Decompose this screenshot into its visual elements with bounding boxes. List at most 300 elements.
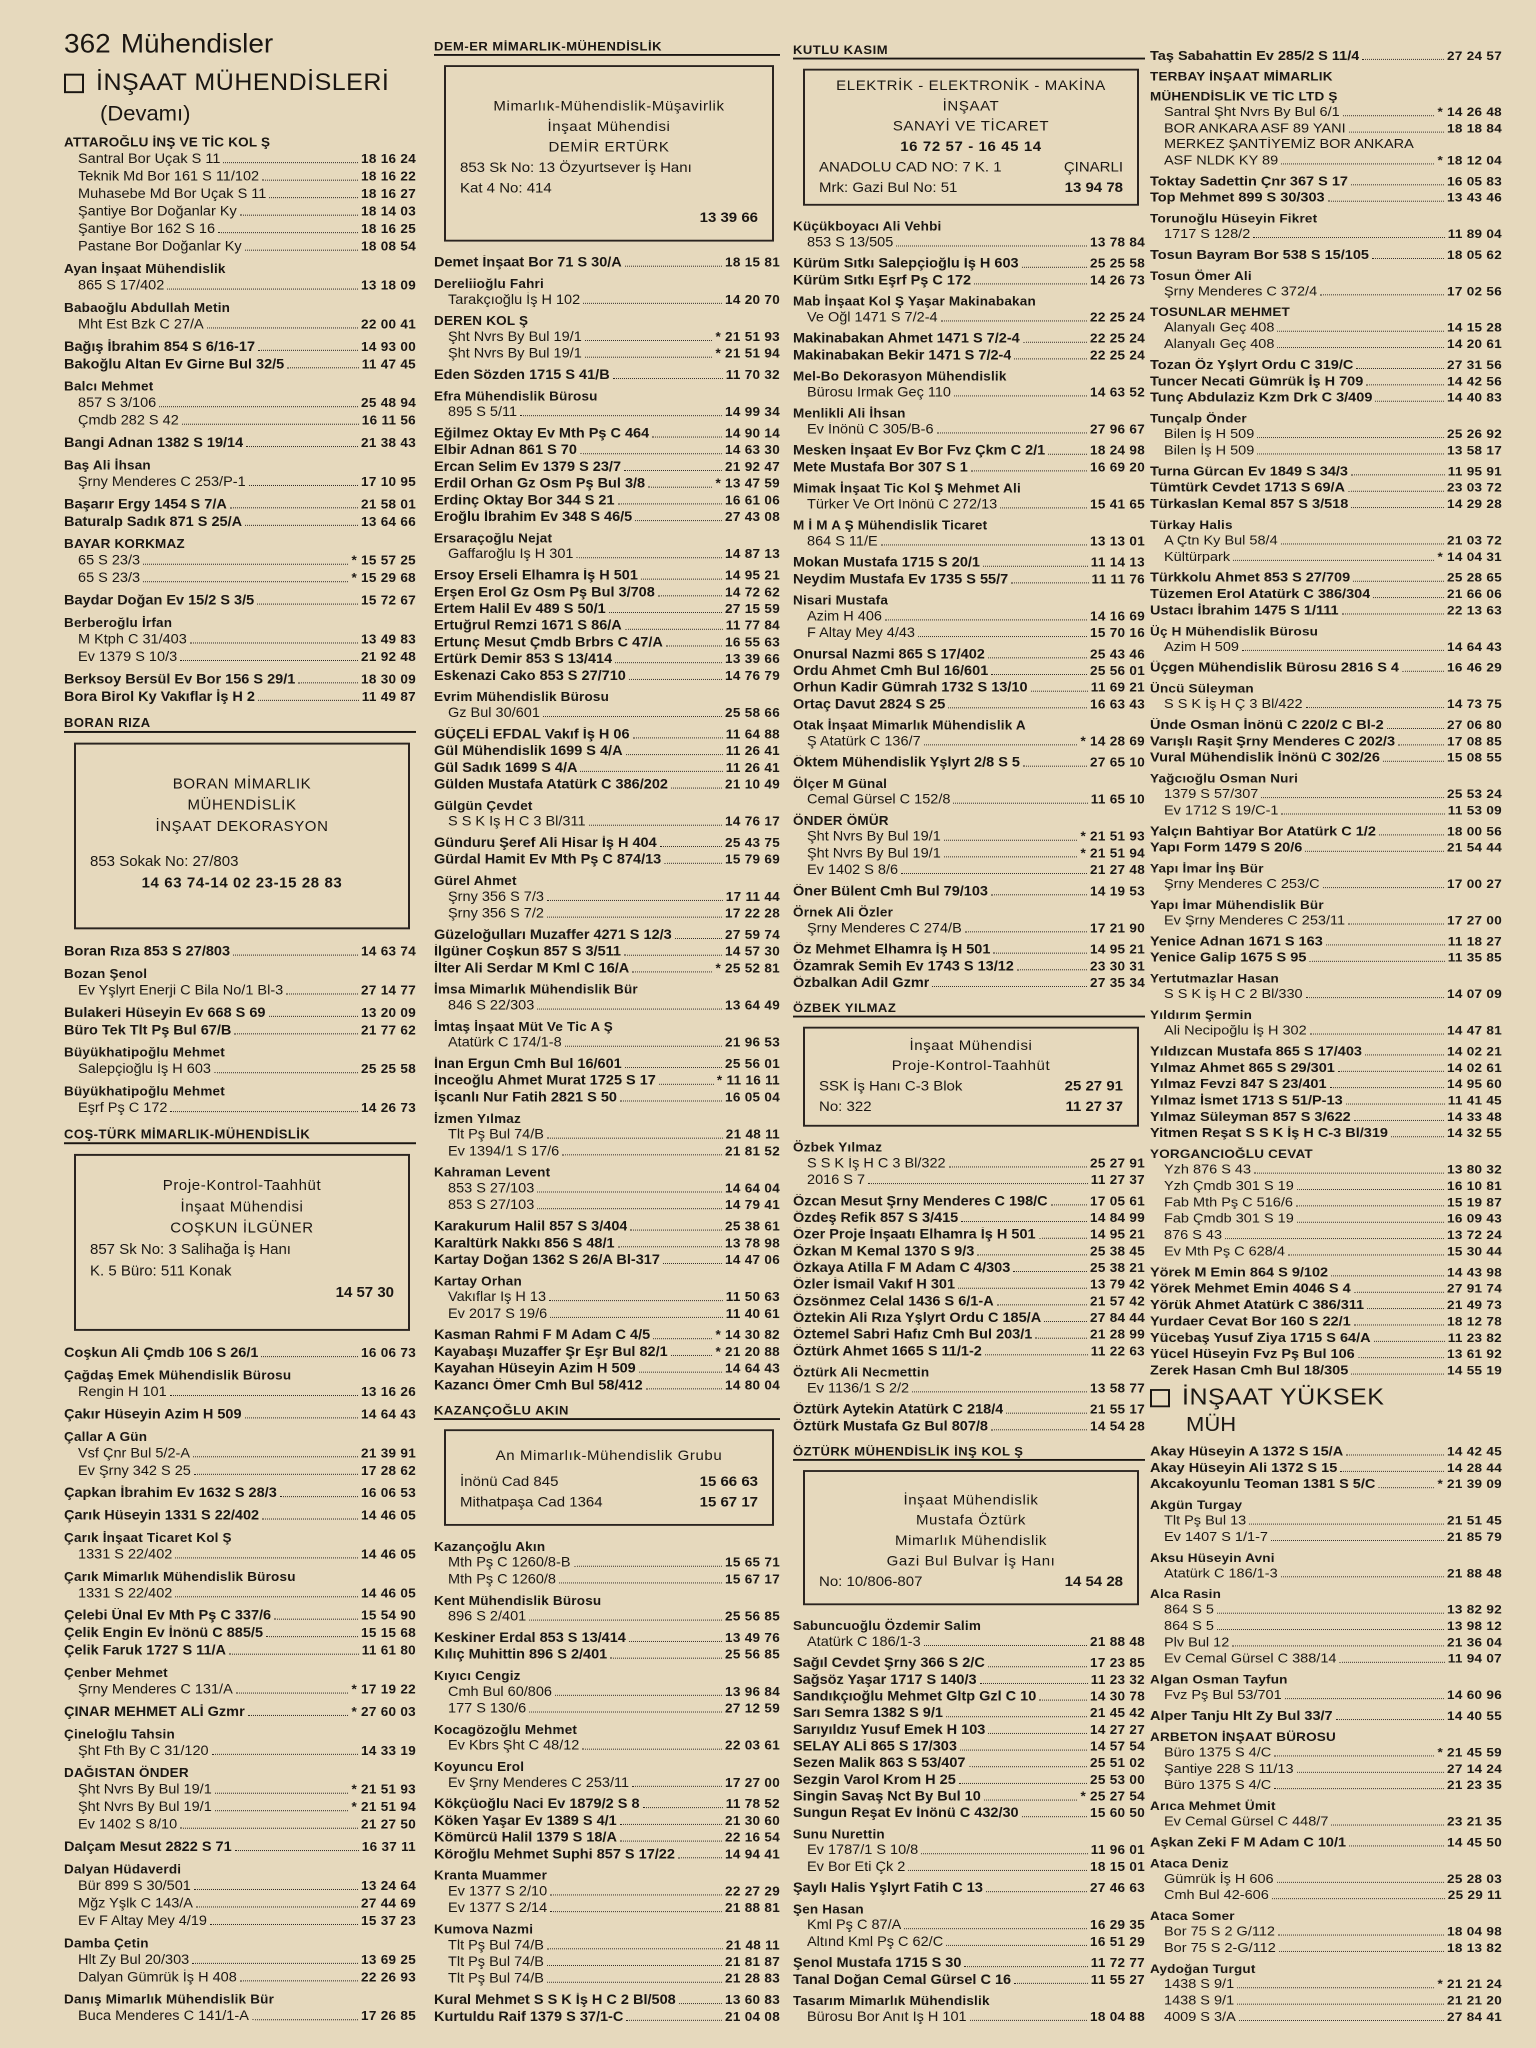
dot-leader <box>918 636 1087 637</box>
listing-row <box>793 680 1145 697</box>
listing-address: Gülden Mustafa Atatürk C 386/202 <box>434 777 668 793</box>
listing-address: 1331 S 22/402 <box>78 1546 173 1563</box>
dot-leader <box>997 1304 1087 1305</box>
listing-address: Fvz Pş Bul 53/701 <box>1164 1688 1282 1703</box>
ad-line: DEMİR ERTÜRK <box>548 139 670 156</box>
listing-address: Makinabakan Bekir 1471 S 7/2-4 <box>793 348 1012 364</box>
listing-address: Çarık Hüseyin 1331 S 22/402 <box>64 1507 260 1524</box>
ad-line: İnşaat Mühendisi <box>180 1198 304 1216</box>
dot-leader <box>986 1891 1087 1892</box>
listing-row <box>434 442 780 459</box>
listing-phone: 15 30 44 <box>1447 1244 1502 1259</box>
listing-phone: 14 42 56 <box>1447 374 1502 389</box>
listing-phone: 11 23 82 <box>1447 1330 1502 1345</box>
ad-line: COŞKUN İLGÜNER <box>170 1220 314 1237</box>
listing-row <box>1150 1093 1502 1109</box>
dot-leader <box>1023 766 1087 767</box>
dot-leader <box>984 1800 1078 1801</box>
listing-phone: 16 09 43 <box>1447 1211 1502 1226</box>
listing-row <box>793 1277 1145 1294</box>
dot-leader <box>1356 368 1444 369</box>
listing-phone: 13 78 98 <box>725 1236 780 1251</box>
dot-leader <box>1044 1321 1087 1322</box>
dot-leader <box>218 232 358 233</box>
listing-phone: 14 79 41 <box>725 1198 780 1212</box>
dot-leader <box>286 993 358 994</box>
listing-row <box>1150 247 1502 263</box>
listing-row <box>1150 934 1502 950</box>
entry-list <box>793 1618 1145 2025</box>
directory-entry <box>1150 1672 1502 1704</box>
listing-phone: 14 99 34 <box>725 405 780 419</box>
listing-row <box>793 1689 1145 1706</box>
listing-address: Kartay Doğan 1362 S 26/A Bl-317 <box>434 1252 660 1268</box>
listing-phone: 16 69 20 <box>1090 460 1145 475</box>
listing-phone: 16 11 56 <box>361 413 416 428</box>
listing-address: Dalçam Mesut 2822 S 71 <box>64 1839 232 1855</box>
dot-leader <box>1281 1576 1444 1577</box>
listing-row <box>1150 840 1502 856</box>
dot-leader <box>562 1154 722 1155</box>
dot-leader <box>261 1356 358 1357</box>
dot-leader <box>1398 744 1444 745</box>
listing-phone: 21 55 17 <box>1090 1402 1145 1417</box>
listing-address: Ev 1787/1 S 10/8 <box>807 1843 919 1858</box>
listing-row <box>1150 153 1502 169</box>
dot-leader <box>245 250 358 251</box>
listing-address: Ev Şrny 342 S 25 <box>78 1463 191 1479</box>
ad-heading: BORAN RIZA <box>64 715 416 733</box>
listing-row <box>1150 1023 1502 1039</box>
listing-phone: 17 27 00 <box>1447 913 1502 928</box>
listing-address: Mokan Mustafa 1715 S 20/1 <box>793 555 980 571</box>
listing-row <box>434 1813 780 1830</box>
listing-row <box>434 1089 780 1106</box>
dot-leader <box>1288 1255 1444 1256</box>
listing-phone: 16 06 53 <box>361 1485 416 1501</box>
directory-entry <box>1150 517 1502 565</box>
listing-phone: 13 64 49 <box>725 998 780 1013</box>
listing-address: Öztürk Mustafa Gz Bul 807/8 <box>793 1419 988 1434</box>
checkbox-square-icon <box>1150 1389 1170 1407</box>
dot-leader <box>1237 1987 1434 1988</box>
ad-line: İNŞAAT DEKORASYON <box>155 818 329 836</box>
entry-name: Yapı İmar Mühendislik Bür <box>1150 898 1324 912</box>
directory-entry <box>1150 681 1502 713</box>
dot-leader <box>585 357 713 358</box>
entry-name: Akgün Turgay <box>1150 1498 1243 1512</box>
dot-leader <box>1232 1645 1444 1646</box>
listing-row <box>793 1755 1145 1772</box>
listing-phone: 22 03 61 <box>725 1738 780 1753</box>
listing-address: Ev Cemal Gürsel C 388/14 <box>1164 1651 1337 1667</box>
dot-leader <box>953 803 1087 804</box>
dot-leader <box>671 788 722 789</box>
listing-row <box>64 2008 416 2026</box>
listing-phone: 22 25 24 <box>1090 331 1145 346</box>
listing-phone: 11 49 87 <box>361 689 416 704</box>
listing-row <box>1150 750 1502 766</box>
listing-address: Çakır Hüseyin Azim H 509 <box>64 1406 242 1423</box>
dot-leader <box>547 1965 722 1966</box>
listing-address: Elbir Adnan 861 S 70 <box>434 443 577 458</box>
listing-address: Tosun Bayram Bor 538 S 15/105 <box>1150 248 1369 263</box>
listing-address: Cmh Bul 60/806 <box>448 1684 552 1700</box>
dot-leader <box>167 289 358 290</box>
listing-address: Kökçüoğlu Naci Ev 1879/2 S 8 <box>434 1796 640 1812</box>
listing-row <box>793 1772 1145 1789</box>
listing-phone: * 27 60 03 <box>351 1704 416 1719</box>
listing-address: Kurtuldu Raif 1379 S 37/1-C <box>434 2009 624 2025</box>
dot-leader <box>1348 924 1444 925</box>
dot-leader <box>262 180 358 181</box>
dot-leader <box>1366 384 1444 385</box>
ad-address: 853 Sokak No: 27/803 <box>90 853 239 871</box>
dot-leader <box>537 1009 722 1010</box>
listing-row <box>64 1546 416 1564</box>
listing-phone: 14 33 19 <box>361 1743 416 1758</box>
directory-entry <box>64 457 416 491</box>
listing-row <box>434 1306 780 1323</box>
listing-address: Ertuğrul Remzi 1671 S 86/A <box>434 618 622 634</box>
dot-leader <box>1277 347 1444 348</box>
directory-entry <box>64 260 416 294</box>
listing-address: Çapkan İbrahim Ev 1632 S 28/3 <box>64 1485 277 1502</box>
dot-leader <box>1013 1271 1087 1272</box>
listing-phone: 11 26 41 <box>725 760 780 775</box>
listing-row <box>1150 1777 1502 1793</box>
directory-entry <box>64 1428 416 1480</box>
directory-entry <box>1150 247 1502 263</box>
listing-row <box>1150 496 1502 512</box>
listing-row <box>64 356 416 374</box>
entry-name: Dereliioğlu Fahri <box>434 276 544 291</box>
directory-entry <box>1150 1444 1502 1493</box>
listing-address: Sarı Semra 1382 S 9/1 <box>793 1706 943 1721</box>
listing-address: Başarır Ergy 1454 S 7/A <box>64 496 227 513</box>
listing-phone: 18 14 03 <box>361 203 416 219</box>
listing-row <box>64 1799 416 1817</box>
listing-row <box>793 1227 1145 1244</box>
entry-list <box>64 943 416 1117</box>
listing-row <box>793 696 1145 713</box>
listing-phone: 25 28 03 <box>1447 1871 1502 1886</box>
directory-entry <box>793 942 1145 992</box>
listing-address: Altınd Kml Pş C 62/C <box>807 1934 944 1950</box>
listing-address: Erşen Erol Gz Osm Pş Bul 3/708 <box>434 585 655 601</box>
listing-address: Kılıç Muhittin 896 S 2/401 <box>434 1647 608 1663</box>
dot-leader <box>639 1372 722 1373</box>
dot-leader <box>252 2019 358 2020</box>
listing-row <box>434 509 780 526</box>
listing-row <box>434 1035 780 1052</box>
listing-phone: 18 15 01 <box>1090 1859 1145 1874</box>
directory-entry <box>434 568 780 685</box>
listing-address: SELAY ALİ 865 S 17/303 <box>793 1739 957 1755</box>
dot-leader <box>646 1388 722 1389</box>
listing-row <box>64 238 416 256</box>
listing-address: Fab Çmdb 301 S 19 <box>1164 1211 1294 1227</box>
listing-address: Bağış İbrahim 854 S 6/16-17 <box>64 339 256 355</box>
listing-address: Şrny Menderes C 372/4 <box>1164 284 1318 299</box>
listing-row <box>1150 570 1502 586</box>
dot-leader <box>1031 691 1088 692</box>
listing-row <box>1150 1195 1502 1211</box>
dot-leader <box>991 894 1087 895</box>
listing-address: Şantiye Bor Doğanlar Ky <box>78 203 237 220</box>
listing-row <box>793 1880 1145 1897</box>
listing-row <box>64 552 416 570</box>
listing-row <box>64 570 416 588</box>
dot-leader <box>908 1870 1087 1871</box>
entry-name: Ayan İnşaat Mühendislik <box>64 261 226 276</box>
ad-line: Proje-Kontrol-Taahhüt <box>162 1177 322 1194</box>
listing-phone: * 14 04 31 <box>1437 549 1502 564</box>
dot-leader <box>1383 761 1444 762</box>
listing-phone: 11 77 84 <box>725 618 780 633</box>
ad-heading: DEM-ER MİMARLIK-MÜHENDİSLİK <box>434 39 780 56</box>
dot-leader <box>924 744 1078 745</box>
listing-row <box>793 1917 1145 1934</box>
listing-phone: 14 32 55 <box>1447 1126 1502 1140</box>
directory-entry <box>793 555 1145 588</box>
listing-address: Akay Hüseyin Ali 1372 S 15 <box>1150 1460 1338 1476</box>
entry-name: Sabuncuoğlu Özdemir Salim <box>793 1619 982 1633</box>
directory-entry <box>1150 211 1502 243</box>
ad-heading: KUTLU KASIM <box>793 43 1145 60</box>
listing-row <box>793 920 1145 937</box>
dot-leader <box>245 525 358 526</box>
listing-phone: 14 43 98 <box>1447 1265 1502 1280</box>
listing-row <box>793 958 1145 975</box>
directory-entry <box>64 378 416 430</box>
listing-address: M Ktph C 31/403 <box>78 631 187 648</box>
dot-leader <box>214 1072 358 1073</box>
listing-row <box>1150 1565 1502 1581</box>
listing-address: Bürosu Bor Anıt İş H 101 <box>807 2009 967 2025</box>
listing-row <box>1150 190 1502 206</box>
entry-name: Nisari Mustafa <box>793 593 889 608</box>
listing-address: Alper Tanju Hlt Zy Bul 33/7 <box>1150 1709 1333 1724</box>
directory-entry <box>434 1019 780 1052</box>
listing-address: Ş Atatürk C 136/7 <box>807 734 921 750</box>
dot-leader <box>1365 1054 1444 1055</box>
dot-leader <box>1346 1104 1445 1105</box>
listing-address: Erdil Orhan Gz Osm Pş Bul 3/8 <box>434 476 646 492</box>
directory-entry <box>64 1507 416 1525</box>
listing-row <box>793 234 1145 251</box>
listing-row <box>1150 717 1502 733</box>
listing-address: Tlt Pş Bul 74/B <box>448 1127 544 1143</box>
listing-row <box>64 1445 416 1463</box>
listing-address: Sağıl Cevdet Şrny 366 S 2/C <box>793 1656 985 1671</box>
dot-leader <box>653 1338 712 1339</box>
entry-name: Berberoğlu İrfan <box>64 615 173 630</box>
advertisement-box <box>803 69 1139 206</box>
listing-address: Ve Oğl 1471 S 7/2-4 <box>807 310 938 326</box>
dot-leader <box>632 971 712 972</box>
listing-address: Ev 1377 S 2/14 <box>448 1900 548 1916</box>
listing-phone: * 21 45 59 <box>1437 1745 1502 1760</box>
listing-address: 1379 S 57/307 <box>1164 787 1259 802</box>
listing-row <box>793 646 1145 663</box>
listing-phone: 11 96 01 <box>1090 1843 1145 1857</box>
listing-row <box>434 1608 780 1625</box>
listing-address: Bür 899 S 30/501 <box>78 1878 191 1894</box>
listing-phone: 25 56 85 <box>725 1647 780 1662</box>
listing-row <box>434 1127 780 1144</box>
dot-leader <box>948 707 1087 708</box>
directory-entry <box>1150 464 1502 513</box>
directory-entry <box>793 593 1145 642</box>
listing-phone: * 14 28 69 <box>1080 734 1145 749</box>
listing-phone: 11 11 76 <box>1091 572 1145 587</box>
listing-address: Sarıyıldız Yusuf Emek H 103 <box>793 1722 986 1738</box>
listing-address: Üçgen Mühendislik Bürosu 2816 S 4 <box>1150 660 1399 676</box>
directory-entry <box>1150 1146 1502 1260</box>
listing-row <box>434 568 780 585</box>
listing-phone: 14 46 05 <box>361 1507 416 1523</box>
listing-row <box>64 473 416 491</box>
listing-address: Kazancı Ömer Cmh Bul 58/412 <box>434 1378 643 1394</box>
directory-entry <box>64 1861 416 1930</box>
entry-name: İmsa Mimarlık Mühendislik Bür <box>434 982 638 997</box>
dot-leader <box>620 1824 722 1825</box>
listing-phone: 27 31 56 <box>1447 358 1502 372</box>
listing-address: 65 S 23/3 <box>78 553 141 569</box>
listing-address: Kml Pş C 87/A <box>807 1918 902 1933</box>
listing-address: Karakurum Halil 857 S 3/404 <box>434 1219 628 1235</box>
dot-leader <box>1249 1524 1444 1525</box>
listing-address: Tunç Abdulaziz Kzm Drk C 3/409 <box>1150 390 1373 406</box>
dot-leader <box>675 938 722 939</box>
listing-address: İnan Ergun Cmh Bul 16/601 <box>434 1056 622 1072</box>
entry-name: Şen Hasan <box>793 1902 864 1917</box>
listing-row <box>1150 104 1502 120</box>
listing-phone: 23 03 72 <box>1447 480 1502 495</box>
dot-leader <box>1378 1487 1434 1488</box>
ad-heading: ÖZBEK YILMAZ <box>793 1001 1145 1018</box>
entry-name: Çenber Mehmet <box>64 1665 168 1680</box>
listing-phone: 16 51 29 <box>1090 1934 1145 1949</box>
listing-row <box>793 1172 1145 1189</box>
listing-address: Ev Bor Eti Çk 2 <box>807 1859 906 1875</box>
listing-phone: 15 79 69 <box>725 852 780 867</box>
listing-phone: 18 13 82 <box>1447 1940 1502 1955</box>
listing-phone: 17 28 62 <box>361 1463 416 1478</box>
listing-address: Çelik Engin Ev İnönü C 885/5 <box>64 1625 264 1642</box>
directory-entry <box>793 481 1145 513</box>
directory-entry <box>793 718 1145 750</box>
listing-phone: 21 45 42 <box>1090 1706 1145 1720</box>
listing-address: Pastane Bor Doğanlar Ky <box>78 238 242 255</box>
dot-leader <box>1271 1540 1444 1541</box>
dot-leader <box>626 754 723 755</box>
section-subtitle: (Devamı) <box>100 100 191 126</box>
listing-phone: 14 95 60 <box>1447 1077 1502 1091</box>
dot-leader <box>991 674 1087 675</box>
listing-phone: 16 46 29 <box>1447 660 1502 675</box>
listing-address: 853 S 27/103 <box>448 1198 535 1213</box>
listing-address: Şrny Menderes C 131/A <box>78 1681 233 1698</box>
dot-leader <box>194 1889 358 1890</box>
directory-entry <box>64 338 416 373</box>
directory-entry <box>1150 1855 1502 1903</box>
listing-phone: 14 47 81 <box>1447 1023 1502 1038</box>
dot-leader <box>1387 728 1444 729</box>
listing-address: Ev 1379 S 10/3 <box>78 649 178 665</box>
listing-phone: 13 24 64 <box>361 1878 416 1893</box>
listing-phone: * 25 27 54 <box>1080 1789 1145 1804</box>
listing-phone: 11 23 32 <box>1090 1672 1145 1687</box>
dot-leader <box>971 470 1087 471</box>
dot-leader <box>1351 1374 1444 1375</box>
listing-phone: 18 04 88 <box>1090 2009 1145 2024</box>
directory-entry <box>434 530 780 563</box>
listing-address: 865 S 17/402 <box>78 277 165 294</box>
dot-leader <box>932 986 1087 987</box>
listing-address: Şantiye 228 S 11/13 <box>1164 1761 1294 1777</box>
listing-phone: 18 04 98 <box>1447 1924 1502 1939</box>
listing-row <box>434 459 780 476</box>
listing-phone: 14 55 19 <box>1447 1363 1502 1378</box>
listing-row <box>793 1739 1145 1756</box>
listing-row <box>64 412 416 430</box>
entry-name: Alca Rasin <box>1150 1587 1222 1601</box>
listing-address: Keskiner Erdal 853 S 13/414 <box>434 1630 626 1646</box>
listing-address: Tozan Öz Yşlyrt Ordu C 319/C <box>1150 358 1354 373</box>
listing-phone: 11 64 88 <box>725 727 780 742</box>
listing-phone: 13 20 09 <box>361 1005 416 1020</box>
listing-phone: 21 92 47 <box>725 459 780 474</box>
dot-leader <box>1402 671 1444 672</box>
dot-leader <box>262 1519 358 1520</box>
listing-phone: 13 43 46 <box>1447 190 1502 205</box>
listing-address: Kömürcü Halil 1379 S 18/A <box>434 1830 617 1846</box>
listing-row <box>434 1684 780 1701</box>
listing-row <box>434 997 780 1014</box>
ad-address: 857 Sk No: 3 Salihağa İş Hanı <box>90 1241 291 1258</box>
listing-row <box>793 1955 1145 1972</box>
listing-row <box>1150 1109 1502 1125</box>
listing-row <box>793 1343 1145 1360</box>
dot-leader <box>991 1429 1087 1430</box>
listing-address: İşcanlı Nur Fatih 2821 S 50 <box>434 1090 617 1106</box>
listing-phone: 27 96 67 <box>1090 422 1145 437</box>
dot-leader <box>287 367 359 368</box>
ad-row <box>819 1572 1123 1592</box>
dot-leader <box>1349 1845 1444 1846</box>
directory-entry <box>793 219 1145 251</box>
entry-name: Örnek Ali Özler <box>793 905 894 920</box>
listing-phone: 23 21 35 <box>1447 1814 1502 1829</box>
listing-row <box>1150 950 1502 966</box>
listing-row <box>434 1571 780 1588</box>
listing-phone: 21 28 83 <box>725 1971 780 1986</box>
ad-address: SSK İş Hanı C-3 Blok <box>819 1078 963 1095</box>
ad-line: İnşaat Mühendisi <box>547 119 671 135</box>
listing-row <box>64 1462 416 1480</box>
dot-leader <box>580 453 722 454</box>
listing-row <box>1150 1924 1502 1940</box>
listing-row <box>434 1218 780 1235</box>
listing-phone: 23 30 31 <box>1090 959 1145 974</box>
dot-leader <box>1338 1071 1444 1072</box>
listing-address: Mth Pş C 1260/8-B <box>448 1555 571 1571</box>
directory-entry <box>64 496 416 531</box>
dot-leader <box>609 612 722 613</box>
entry-name: Aydoğan Turgut <box>1150 1961 1256 1976</box>
